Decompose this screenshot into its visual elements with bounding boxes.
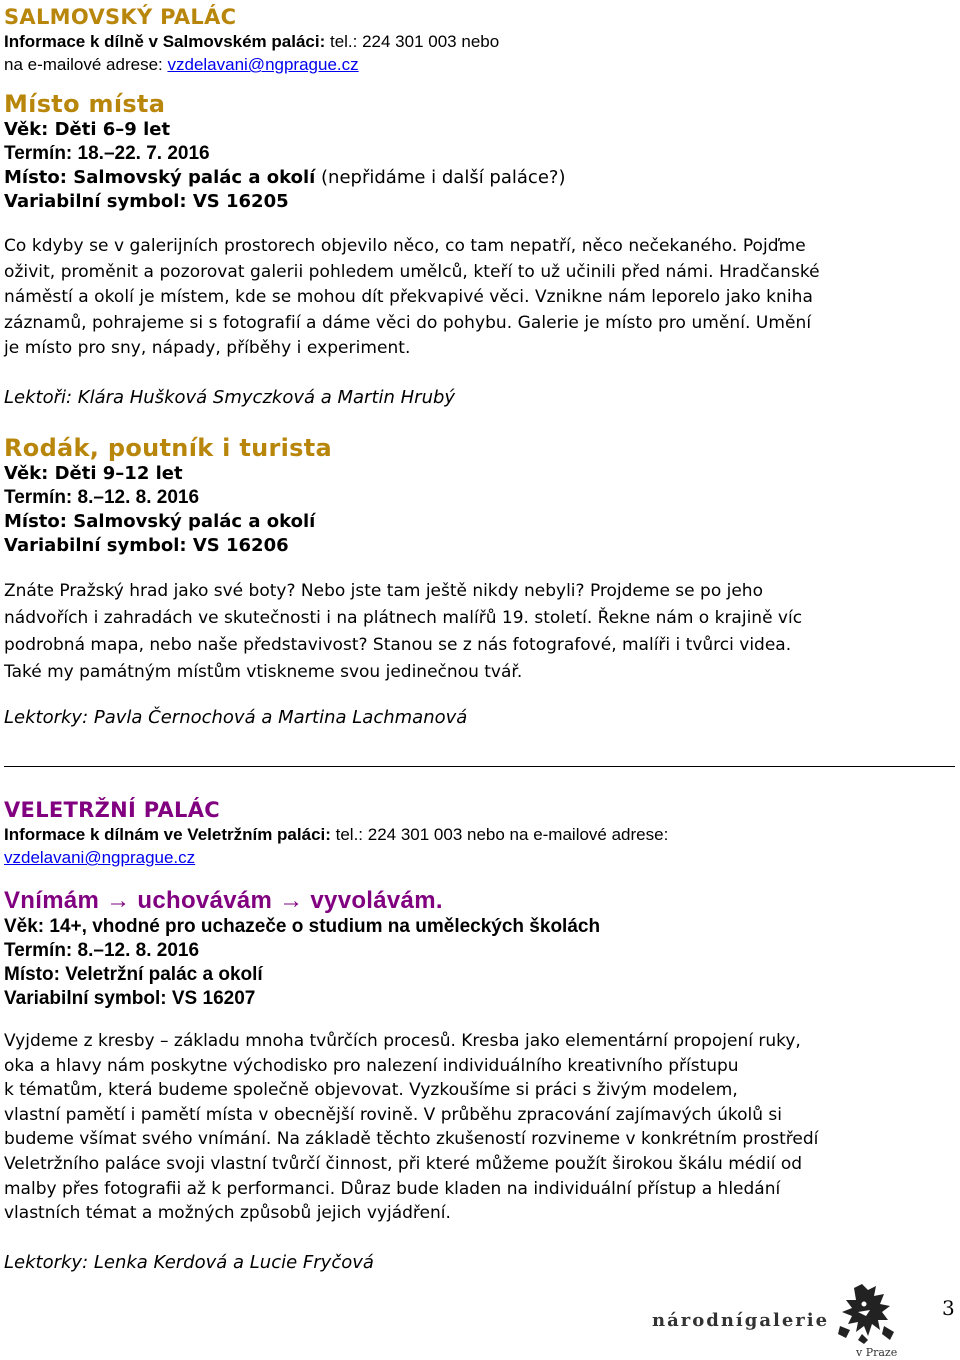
contact-phone: tel.: 224 301 003 nebo na e-mailové adrese: <box>330 825 669 844</box>
description-line: oka a hlavy nám poskytne východisko pro nalezení individuálního kreativního přístupu <box>4 1055 739 1076</box>
program-age: Věk: Děti 9–12 let <box>4 463 183 484</box>
page-number: 3 <box>942 1296 955 1320</box>
description-line: Vyjdeme z kresby – základu mnoha tvůrčích procesů. Kresba jako elementární propojení ruky, <box>4 1031 801 1051</box>
contact-info-line2 <box>4 53 499 76</box>
program-place: Místo: Veletržní palác a okolí <box>4 964 263 985</box>
program-title: Vnímám → uchovávám → vyvolávám. <box>4 887 443 914</box>
program-lectors: Lektorky: Pavla Černochová a Martina Lachmanová <box>4 707 468 728</box>
program-vs: Variabilní symbol: VS 16205 <box>4 191 289 212</box>
description-line: budeme všímat svého vnímání. Na základě těchto zkušeností rozvineme v konkrétním prostředí <box>4 1129 819 1150</box>
section-divider <box>4 766 955 767</box>
email-link[interactable]: vzdelavani@ngprague.cz <box>167 55 359 74</box>
program-age: Věk: Děti 6–9 let <box>4 119 171 140</box>
program-title: Místo místa <box>4 90 166 118</box>
program-description <box>4 1029 956 1226</box>
program-misto-mista <box>4 90 956 410</box>
description-line: vlastní pamětí i pamětí místa v obecnější rovině. V průběhu zpracování zajímavých úkolů si <box>4 1104 783 1125</box>
description-line: záznamů, pohrajeme si s fotografií a dáme věci do pohybu. Galerie je místo pro umění. Umění <box>4 312 812 333</box>
program-title: Rodák, poutník i turista <box>4 434 332 462</box>
program-place <box>4 166 956 190</box>
description-line: náměstí a okolí je místem, kde se mohou dít překvapivé věci. Vznikne nám leporelo jako kniha <box>4 287 813 307</box>
program-age: Věk: 14+, vhodné pro uchazeče o studium na uměleckých školách <box>4 916 601 937</box>
description-line: vlastních témat a možných způsobů jejich vyjádření. <box>4 1203 451 1224</box>
program-place: Místo: Salmovský palác a okolí <box>4 511 316 532</box>
contact-info <box>4 823 956 846</box>
contact-label: Informace k dílnám ve Veletržním paláci: <box>4 825 331 844</box>
institution-title: SALMOVSKÝ PALÁC <box>4 5 237 29</box>
program-place-note: (nepřidáme i další paláce?) <box>315 167 566 188</box>
program-date: Termín: 18.–22. 7. 2016 <box>4 143 210 164</box>
description-line: nádvořích i zahradách ve skutečnosti i na plátnech malířů 19. století. Řekne nám o krajině víc <box>4 608 803 628</box>
institution-title: VELETRŽNÍ PALÁC <box>4 798 221 822</box>
program-vs: Variabilní symbol: VS 16207 <box>4 988 256 1009</box>
contact-info-line2 <box>4 846 956 869</box>
lion-emblem-icon <box>834 1282 906 1346</box>
program-place-text: Místo: Salmovský palác a okolí <box>4 167 316 188</box>
description-line: Co kdyby se v galerijních prostorech objevilo něco, co tam nepatří, něco nečekaného. Pojďme <box>4 236 806 256</box>
description-line: malby přes fotografii až k performanci. Důraz bude kladen na individuální přístup a hledání <box>4 1178 781 1199</box>
program-date: Termín: 8.–12. 8. 2016 <box>4 940 200 961</box>
description-line: Veletržního paláce svoji vlastní tvůrčí činnost, při které můžeme použít širokou škálu médií od <box>4 1153 803 1174</box>
program-vs: Variabilní symbol: VS 16206 <box>4 535 289 556</box>
logo-text: národnígalerie <box>652 1310 830 1331</box>
description-line: oživit, proměnit a pozorovat galerii pohledem umělců, kteří to už učinili před námi. Hradčanské <box>4 261 820 282</box>
program-description <box>4 578 956 686</box>
logo-subtitle: v Praze <box>856 1346 898 1359</box>
program-description <box>4 234 956 362</box>
contact-info <box>4 30 499 53</box>
email-link[interactable]: vzdelavani@ngprague.cz <box>4 848 196 867</box>
national-gallery-logo <box>648 1282 910 1360</box>
contact-label: Informace k dílně v Salmovském paláci: <box>4 32 326 51</box>
section-salmovsky <box>4 4 499 76</box>
description-line: podrobná mapa, nebo naše představivost? Stanou se z nás fotografové, malíři i tvůrci videa. <box>4 635 792 655</box>
program-lectors: Lektorky: Lenka Kerdová a Lucie Fryčová <box>4 1251 374 1273</box>
program-vnimam <box>4 887 956 1275</box>
description-line: Také my památným místům vtiskneme svou jedinečnou tvář. <box>4 662 523 682</box>
description-line: Znáte Pražský hrad jako své boty? Nebo jste tam ještě nikdy nebyli? Projdeme se po jeho <box>4 581 763 601</box>
program-date: Termín: 8.–12. 8. 2016 <box>4 487 200 508</box>
contact-email-label: na e-mailové adrese: <box>4 55 168 74</box>
program-lectors: Lektoři: Klára Hušková Smyczková a Martin Hrubý <box>4 386 456 408</box>
description-line: k tématům, která budeme společně objevovat. Vyzkoušíme si práci s živým modelem, <box>4 1080 738 1101</box>
section-veletrzni <box>4 797 956 869</box>
contact-phone: tel.: 224 301 003 nebo <box>325 32 500 51</box>
program-rodak <box>4 434 956 730</box>
description-line: je místo pro sny, nápady, příběhy i experiment. <box>4 338 411 358</box>
